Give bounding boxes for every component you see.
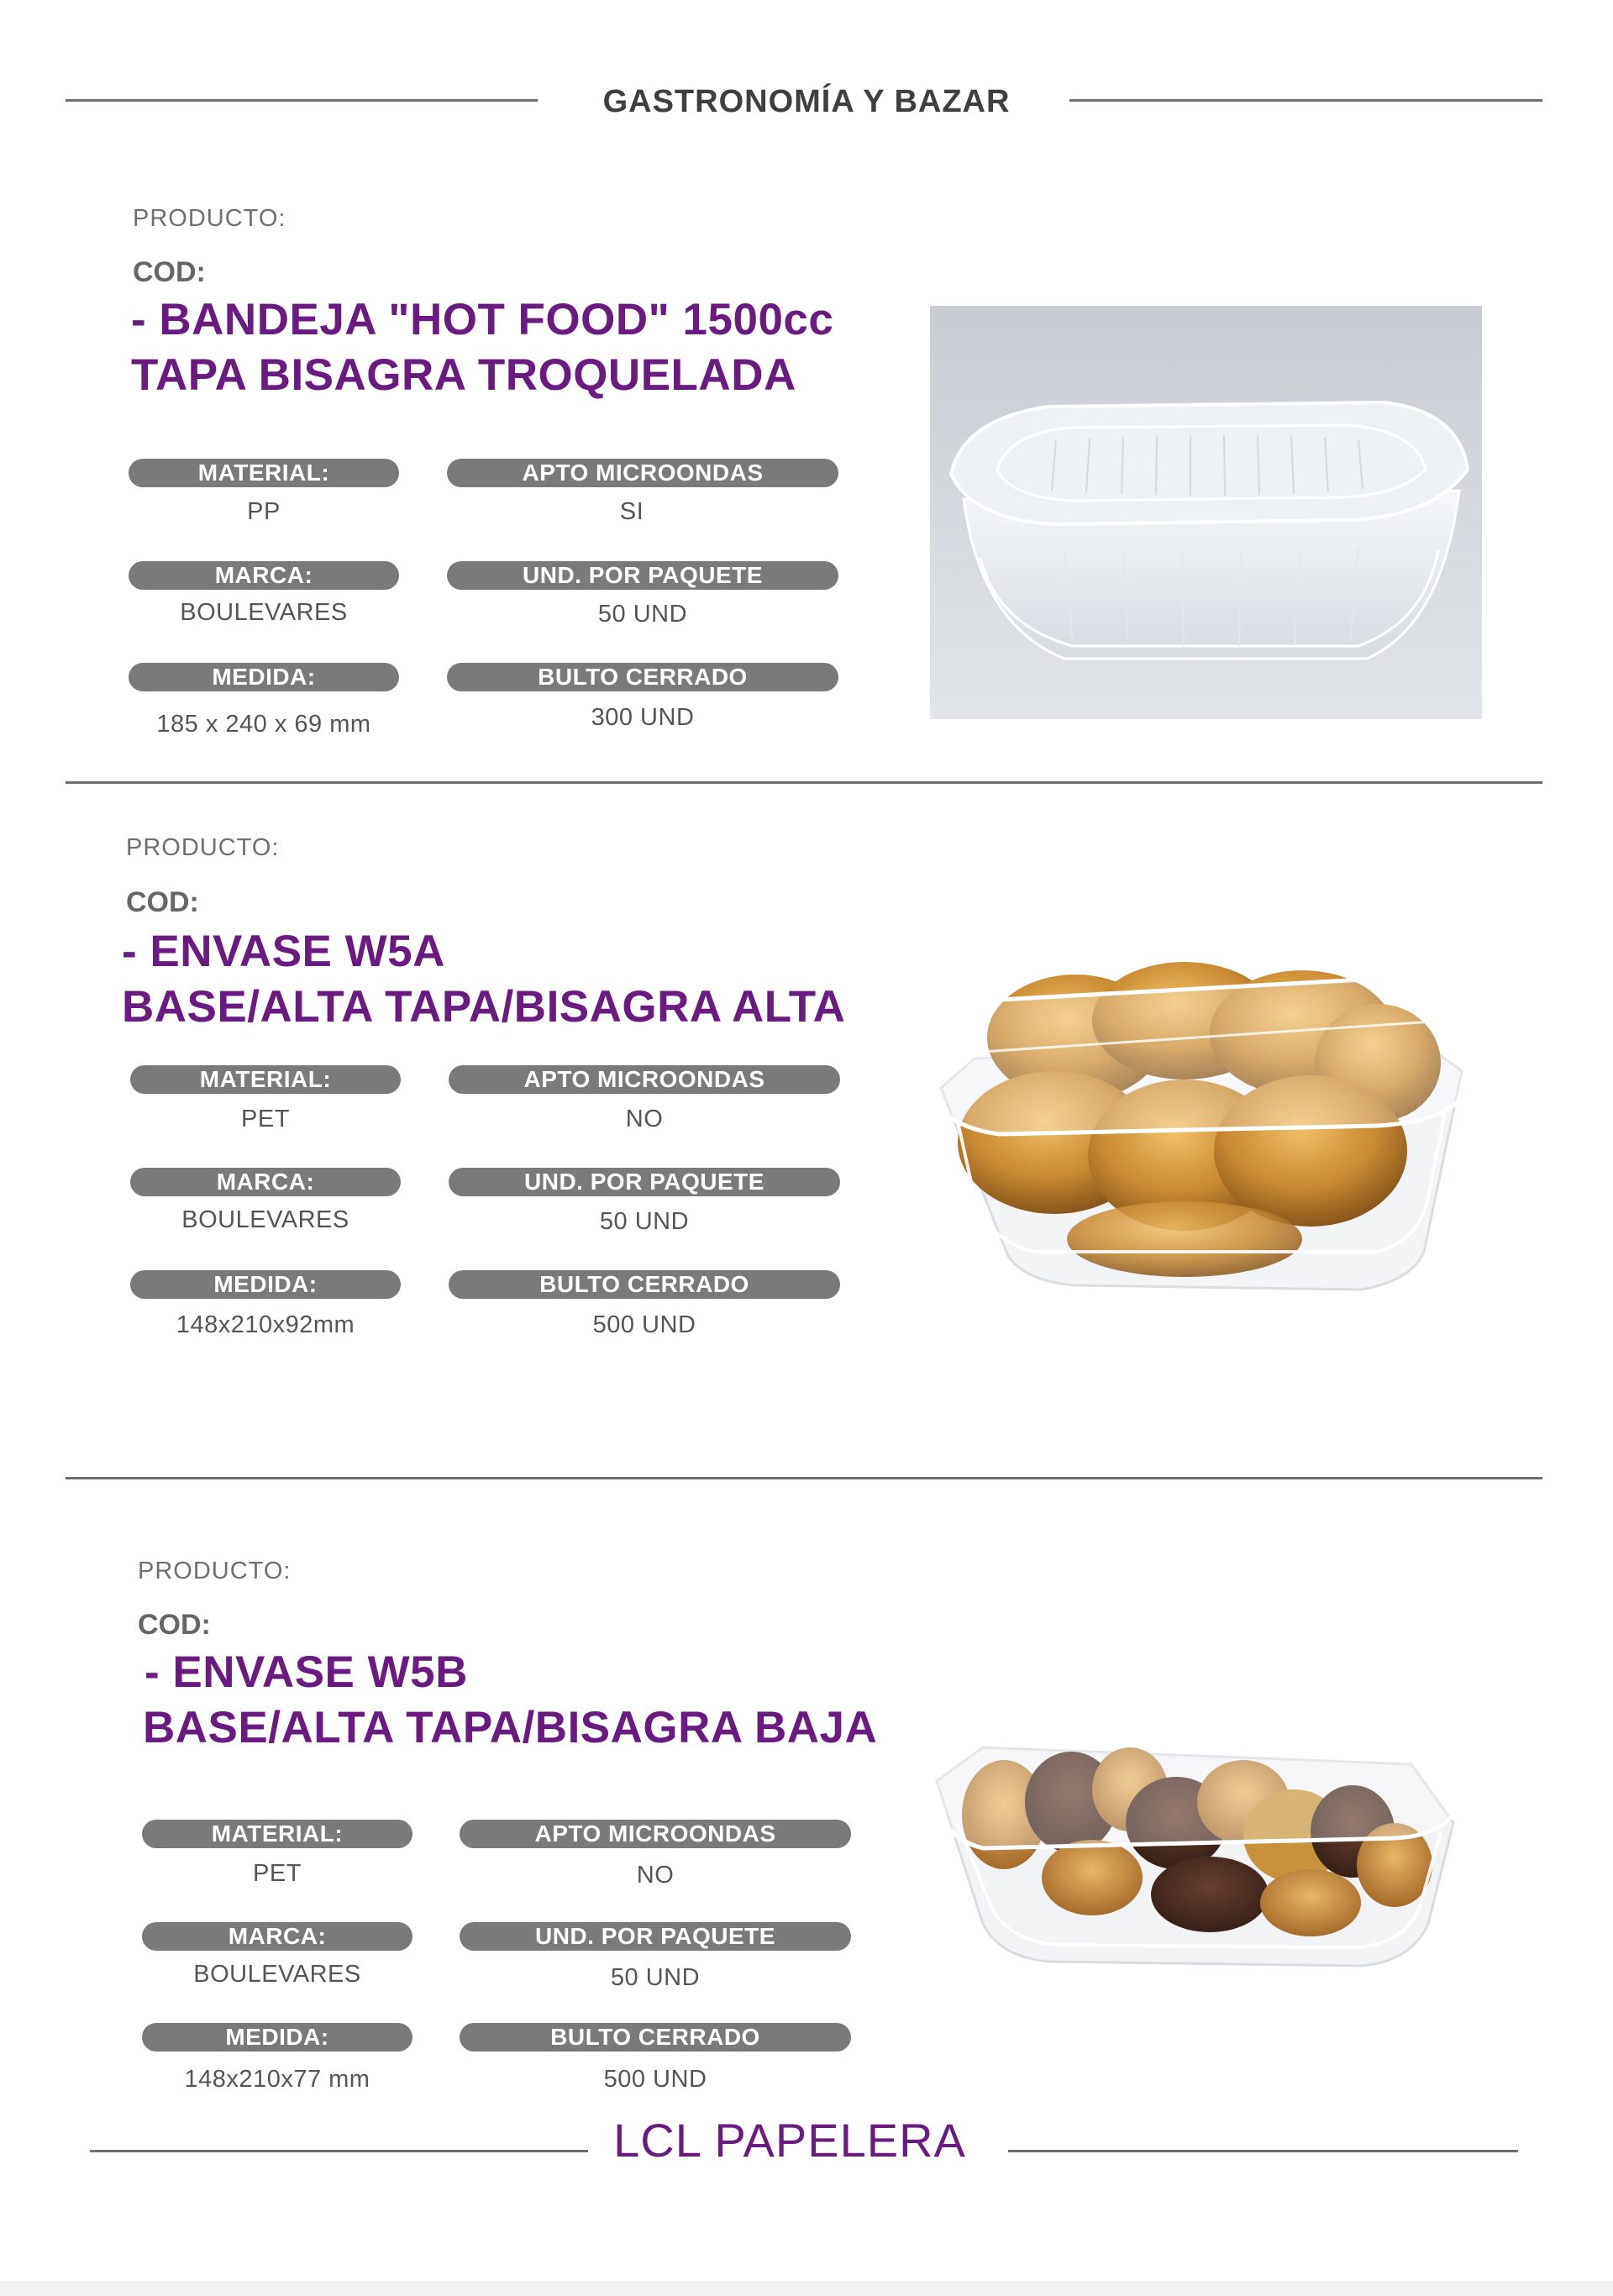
product-label: PRODUCTO: xyxy=(133,205,286,232)
spec-label-microwave: APTO MICROONDAS xyxy=(460,1820,851,1848)
spec-value-microwave: SI xyxy=(619,498,644,525)
spec-value-bulk: 500 UND xyxy=(592,1311,696,1338)
spec-value-material: PET xyxy=(253,1860,302,1887)
product-title-line-1: - BANDEJA "HOT FOOD" 1500cc xyxy=(131,295,834,344)
spec-label-brand: MARCA: xyxy=(130,1168,401,1196)
spec-label-microwave: APTO MICROONDAS xyxy=(449,1065,840,1094)
product-label: PRODUCTO: xyxy=(138,1558,292,1584)
spec-value-brand: BOULEVARES xyxy=(193,1961,361,1988)
section-title: GASTRONOMÍA Y BAZAR xyxy=(602,84,1011,119)
spec-value-pack-units: 50 UND xyxy=(610,1964,701,1991)
spec-label-bulk: BULTO CERRADO xyxy=(447,663,838,691)
product-title-line-1: - ENVASE W5B xyxy=(144,1647,468,1697)
header-rule-right xyxy=(1069,99,1542,102)
product-photo-hot-food-tray xyxy=(930,306,1482,719)
spec-label-microwave: APTO MICROONDAS xyxy=(447,459,838,487)
brand-footer: LCL PAPELERA xyxy=(613,2114,966,2167)
spec-label-size: MEDIDA: xyxy=(129,663,399,691)
header-rule-left xyxy=(66,99,538,102)
product-label: PRODUCTO: xyxy=(126,834,280,861)
spec-value-size: 148x210x77 mm xyxy=(184,2066,370,2093)
spec-value-pack-units: 50 UND xyxy=(599,1208,690,1235)
spec-value-material: PET xyxy=(241,1106,290,1132)
spec-label-material: MATERIAL: xyxy=(142,1820,412,1848)
cod-label: COD: xyxy=(133,256,206,288)
spec-label-brand: MARCA: xyxy=(129,561,399,590)
product-title-line-2: BASE/ALTA TAPA/BISAGRA ALTA xyxy=(122,982,846,1032)
product-photo-w5a-container xyxy=(907,920,1479,1306)
spec-value-bulk: 300 UND xyxy=(591,704,695,731)
product-divider-2 xyxy=(66,1477,1542,1479)
spec-value-brand: BOULEVARES xyxy=(180,599,348,626)
spec-value-microwave: NO xyxy=(625,1106,664,1132)
spec-label-pack-units: UND. POR PAQUETE xyxy=(447,561,838,590)
spec-value-microwave: NO xyxy=(636,1862,675,1889)
product-divider-1 xyxy=(66,781,1542,784)
spec-value-bulk: 500 UND xyxy=(603,2066,707,2093)
spec-value-size: 185 x 240 x 69 mm xyxy=(156,711,371,738)
spec-label-pack-units: UND. POR PAQUETE xyxy=(449,1168,840,1196)
spec-label-pack-units: UND. POR PAQUETE xyxy=(460,1922,851,1951)
spec-label-material: MATERIAL: xyxy=(130,1065,401,1094)
footer-rule-right xyxy=(1008,2150,1518,2152)
spec-label-material: MATERIAL: xyxy=(129,459,399,487)
spec-value-size: 148x210x92mm xyxy=(176,1311,355,1338)
spec-label-brand: MARCA: xyxy=(142,1922,412,1951)
product-title-line-1: - ENVASE W5A xyxy=(122,927,445,976)
product-title-line-2: BASE/ALTA TAPA/BISAGRA BAJA xyxy=(143,1703,878,1752)
product-title-line-2: TAPA BISAGRA TROQUELADA xyxy=(131,350,796,400)
cod-label: COD: xyxy=(138,1609,211,1641)
spec-value-material: PP xyxy=(247,498,281,525)
spec-label-size: MEDIDA: xyxy=(142,2023,412,2052)
spec-label-bulk: BULTO CERRADO xyxy=(460,2023,851,2052)
footer-rule-left xyxy=(90,2150,588,2152)
spec-label-size: MEDIDA: xyxy=(130,1270,401,1299)
page-bottom-band xyxy=(0,2281,1613,2296)
spec-value-brand: BOULEVARES xyxy=(181,1206,349,1233)
cod-label: COD: xyxy=(126,886,199,918)
spec-label-bulk: BULTO CERRADO xyxy=(449,1270,840,1299)
spec-value-pack-units: 50 UND xyxy=(597,601,688,628)
product-photo-w5b-container xyxy=(924,1655,1462,1991)
